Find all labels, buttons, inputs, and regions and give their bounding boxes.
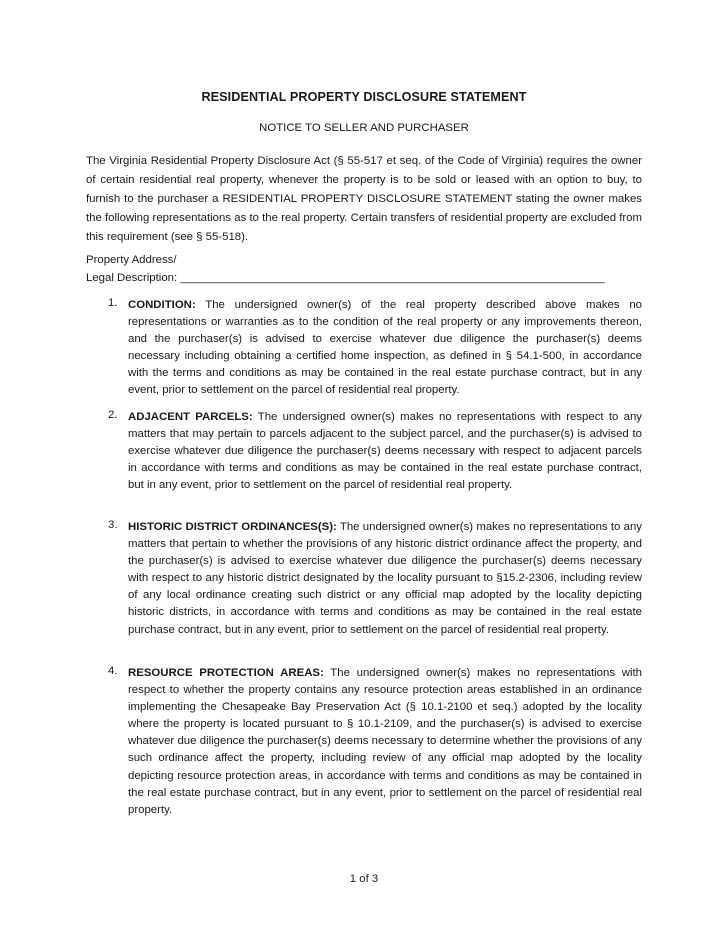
disclosure-item-resource-protection <box>108 665 642 819</box>
item-text: The undersigned owner(s) makes no representations with respect to whether the property contains any resource protection areas established in an ordinance implementing the Chesapeake Bay Preservation Act (§ 10.1-2100 et seq.) adopted by the locality where the property is located pursuant to § 10.1-2109, and the purchaser(s) is advised to exercise whatever due diligence the purchaser(s) deems necessary to determine whether the provisions of any such ordinance affect the property, including review of any official map adopted by the locality depicting resource protection areas, in accordance with terms and conditions as may be contained in the real estate purchase contract, but in any event, prior to settlement on the parcel of residential real property. <box>128 667 642 816</box>
item-heading: RESOURCE PROTECTION AREAS: <box>128 667 324 679</box>
item-number: 2. <box>108 409 118 421</box>
item-body <box>128 409 642 494</box>
item-body <box>128 297 642 400</box>
intro-paragraph: The Virginia Residential Property Disclosure Act (§ 55-517 et seq. of the Code of Virginia) requires the owner of certain residential real property, whenever the property is to be sold or leased with an option to buy, to furnish to the purchaser a RESIDENTIAL PROPERTY DISCLOSURE STATEMENT stating the owner makes the following representations as to the real property. Certain transfers of residential property are excluded from this requirement (see § 55-518). <box>86 155 642 243</box>
disclosure-item-historic-district <box>108 519 642 639</box>
item-body <box>128 665 642 819</box>
item-body <box>128 519 642 639</box>
legal-description-label: Legal Description: ___________________________________________________________________ <box>86 272 605 284</box>
item-number: 1. <box>108 297 118 309</box>
item-text: The undersigned owner(s) makes no representations with respect to any matters that may pertain to parcels adjacent to the subject parcel, and the purchaser(s) is advised to exercise whatever due diligence the purchaser(s) deems necessary with respect to adjacent parcels in accordance with terms and conditions as may be contained in the real estate purchase contract, but in any event, prior to settlement on the parcel of residential real property. <box>128 411 642 492</box>
item-heading: CONDITION: <box>128 299 196 311</box>
item-heading: ADJACENT PARCELS: <box>128 411 253 423</box>
document-title: RESIDENTIAL PROPERTY DISCLOSURE STATEMENT <box>201 90 527 104</box>
disclosure-item-adjacent-parcels <box>108 409 642 494</box>
document-subtitle: NOTICE TO SELLER AND PURCHASER <box>259 122 469 134</box>
item-number: 4. <box>108 665 118 677</box>
item-number: 3. <box>108 519 118 531</box>
disclosure-item-condition <box>108 297 642 400</box>
property-address-label: Property Address/ <box>86 254 177 266</box>
item-heading: HISTORIC DISTRICT ORDINANCES(S): <box>128 521 337 533</box>
page-number: 1 of 3 <box>349 873 379 885</box>
item-text: The undersigned owner(s) makes no representations to any matters that pertain to whether the provisions of any historic district ordinance affect the property, and the purchaser(s) is advised to exercise whatever due diligence the purchaser(s) deems necessary with respect to any historic district designated by the locality pursuant to §15.2-2306, including review of any local ordinance creating such district or any official map adopted by the locality depicting historic districts, in accordance with terms and conditions as may be contained in the real estate purchase contract, but in any event, prior to settlement on the parcel of residential real property. <box>128 521 642 636</box>
item-text: The undersigned owner(s) of the real property described above makes no representations or warranties as to the condition of the real property or any improvements thereon, and the purchaser(s) is advised to exercise whatever due diligence the purchaser(s) deems necessary including obtaining a certified home inspection, as defined in § 54.1-500, in accordance with the terms and conditions as may be contained in the real estate purchase contract, but in any event, prior to settlement on the parcel of residential real property. <box>128 299 642 397</box>
property-address-block <box>86 251 642 287</box>
